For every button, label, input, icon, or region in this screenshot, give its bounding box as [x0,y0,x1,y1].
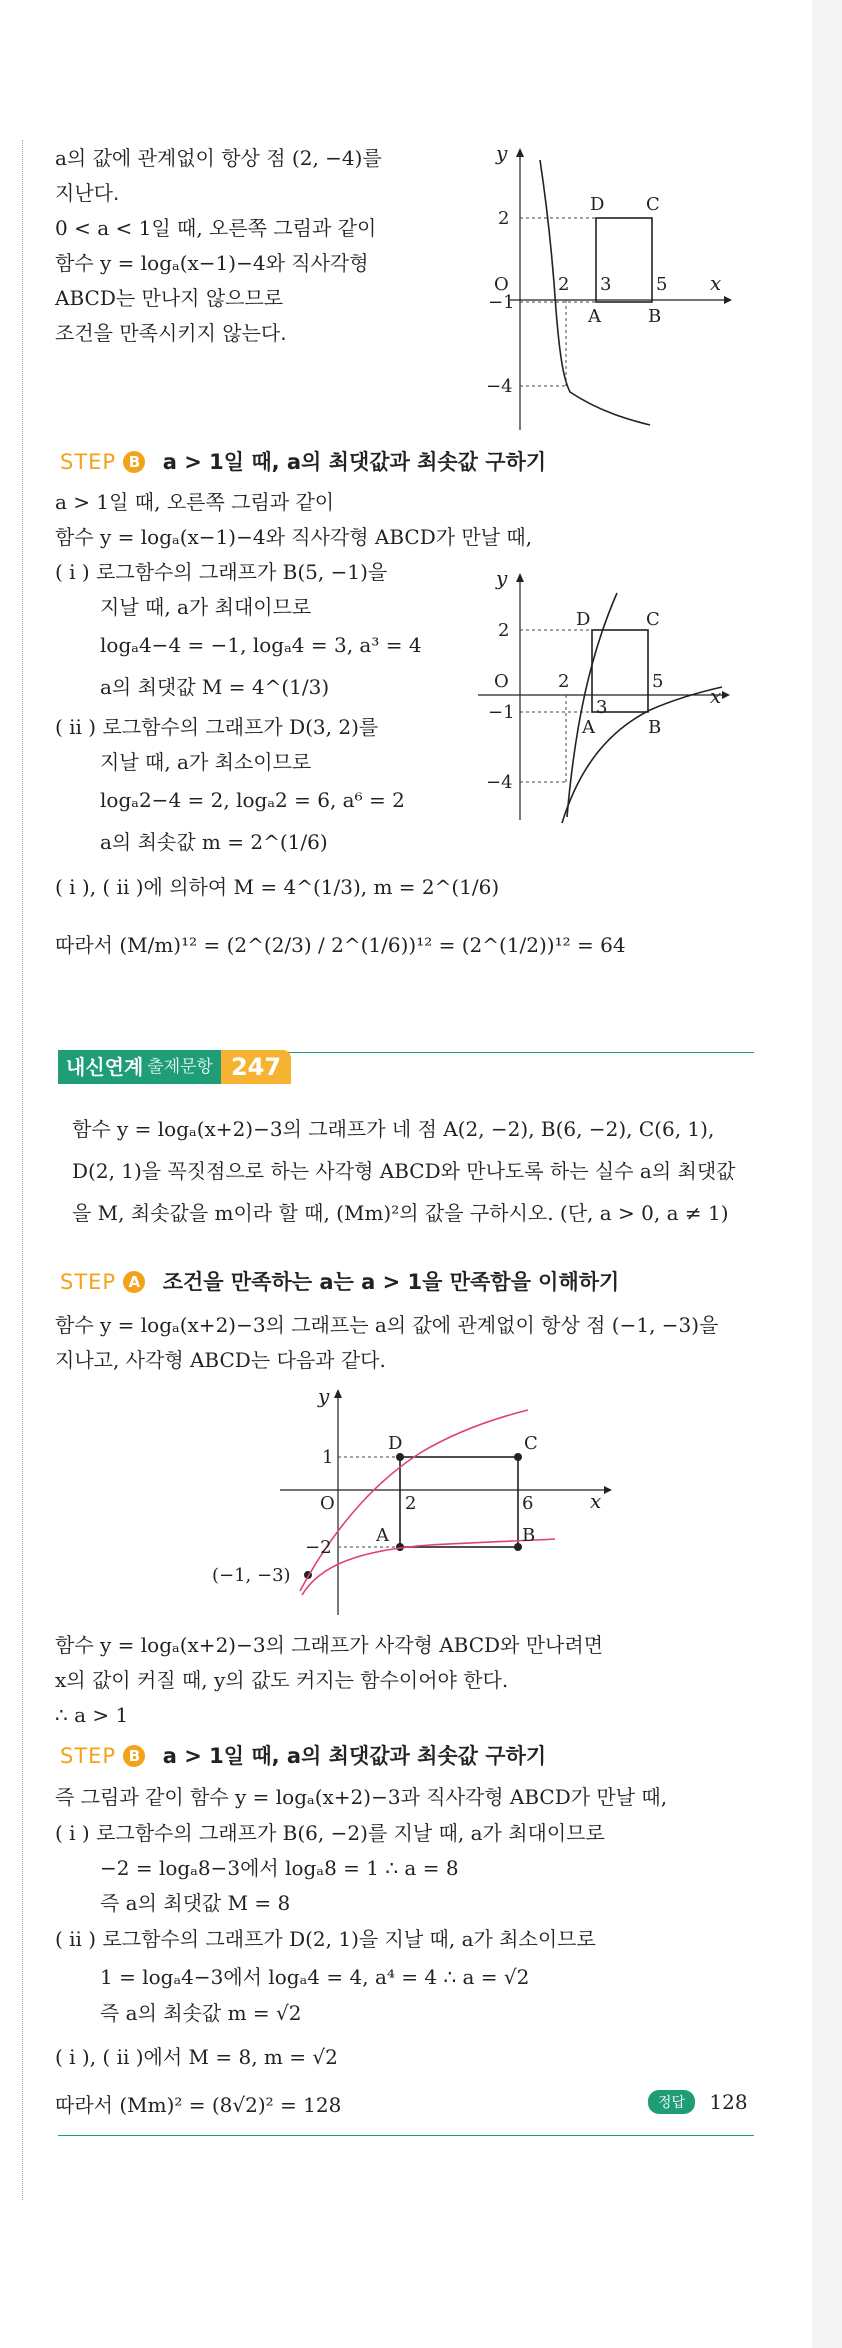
text-line: 함수 y = logₐ(x+2)−3의 그래프가 사각형 ABCD와 만나려면 [55,1633,604,1657]
origin-label: O [320,1493,335,1514]
text-line: 따라서 (Mm)² = (8√2)² = 128 [55,2093,342,2117]
text-line: 0 < a < 1일 때, 오른쪽 그림과 같이 [55,216,377,240]
text-line: 지날 때, a가 최대이므로 [100,595,312,619]
banner-label: 내신연계 [58,1050,147,1084]
text-line: −2 = logₐ8−3에서 logₐ8 = 1 ∴ a = 8 [100,1856,459,1880]
text-line: 1 = logₐ4−3에서 logₐ4 = 4, a⁴ = 4 ∴ a = √2 [100,1965,530,1989]
tick-label: 5 [656,274,668,295]
tick-label: 5 [652,671,664,692]
y-axis-label: y [496,566,508,590]
y-axis-label: y [496,141,508,165]
answer-badge: 정답 [648,2090,695,2114]
tick-label: 2 [558,274,570,295]
text-line: ( i ), ( ii )에서 M = 8, m = √2 [55,2045,338,2069]
text-line: a > 1일 때, 오른쪽 그림과 같이 [55,490,335,514]
graph-3 [200,1385,620,1625]
vertex-d-label: D [576,609,591,630]
text-line: a의 값에 관계없이 항상 점 (2, −4)를 [55,146,382,170]
step-badge: A [123,1271,145,1293]
vertex-a-label: A [582,717,595,738]
step-b-heading [60,446,546,476]
text-line: 함수 y = logₐ(x+2)−3의 그래프는 a의 값에 관계없이 항상 점 (−1, −3)을 [55,1313,719,1337]
step-badge: B [123,451,145,473]
tick-label: −1 [488,702,515,723]
graph-1 [470,140,740,440]
problem-line: 을 M, 최솟값을 m이라 할 때, (Mm)²의 값을 구하시오. (단, a > 0, a ≠ 1) [72,1201,729,1225]
text-line: 즉 그림과 같이 함수 y = logₐ(x+2)−3과 직사각형 ABCD가 만날 때, [55,1785,668,1809]
text-line: ∴ a > 1 [55,1703,129,1727]
margin-dotted-line [22,140,23,2200]
vertex-d-label: D [388,1433,403,1454]
graph-2 [470,565,740,830]
point-label: (−1, −3) [212,1565,291,1586]
x-axis-label: x [710,684,722,708]
text-line: ( ii ) 로그함수의 그래프가 D(2, 1)을 지날 때, a가 최소이므로 [55,1927,596,1951]
tick-label: 1 [322,1447,334,1468]
problem-banner [58,1050,291,1084]
text-line: 지날 때, a가 최소이므로 [100,750,312,774]
tick-label: −4 [486,376,513,397]
tick-label: 2 [405,1493,417,1514]
y-axis-label: y [318,1385,330,1408]
tick-label: 3 [596,697,608,718]
text-line: ( ii ) 로그함수의 그래프가 D(3, 2)를 [55,715,379,739]
tick-label: 6 [522,1493,534,1514]
vertex-b-label: B [648,306,662,327]
text-line: 지나고, 사각형 ABCD는 다음과 같다. [55,1348,386,1372]
text-line: 조건을 만족시키지 않는다. [55,321,287,345]
tick-label: 2 [498,620,510,641]
text-line: x의 값이 커질 때, y의 값도 커지는 함수이어야 한다. [55,1668,509,1692]
step-badge: B [123,1745,145,1767]
bottom-rule [58,2135,754,2136]
step-title: a > 1일 때, a의 최댓값과 최솟값 구하기 [162,1744,547,1768]
text-line: logₐ4−4 = −1, logₐ4 = 3, a³ = 4 [100,633,422,657]
text-line: 즉 a의 최댓값 M = 8 [100,1891,291,1915]
vertex-d-label: D [590,194,605,215]
tick-label: −1 [488,292,515,313]
vertex-a-label: A [376,1525,389,1546]
vertex-a-label: A [588,306,601,327]
vertex-c-label: C [524,1433,538,1454]
vertex-c-label: C [646,194,660,215]
tick-label: −2 [305,1537,332,1558]
step-tag: STEP [60,1744,117,1768]
text-line: 즉 a의 최솟값 m = √2 [100,2001,302,2025]
vertex-b-label: B [648,717,662,738]
problem-line: D(2, 1)을 꼭짓점으로 하는 사각형 ABCD와 만나도록 하는 실수 a의 최댓값 [72,1159,736,1183]
text-line: 따라서 (M/m)¹² = (2^(2/3) / 2^(1/6))¹² = (2^(1/2))¹² = 64 [55,933,626,957]
problem-line: 함수 y = logₐ(x+2)−3의 그래프가 네 점 A(2, −2), B(6, −2), C(6, 1), [72,1117,715,1141]
origin-label: O [494,671,509,692]
tick-label: 2 [498,208,510,229]
tick-label: −4 [486,772,513,793]
step-b-heading [60,1740,546,1770]
step-a-heading [60,1266,619,1296]
tick-label: 2 [558,671,570,692]
step-title: a > 1일 때, a의 최댓값과 최솟값 구하기 [162,450,547,474]
vertex-b-label: B [522,1525,536,1546]
text-line: ( i ) 로그함수의 그래프가 B(5, −1)을 [55,560,388,584]
banner-sublabel: 출제문항 [147,1050,221,1084]
origin-label: O [494,274,509,295]
tick-label: 3 [600,274,612,295]
x-axis-label: x [710,271,722,295]
answer-value: 128 [709,2090,748,2114]
step-tag: STEP [60,450,117,474]
text-line: 함수 y = logₐ(x−1)−4와 직사각형 ABCD가 만날 때, [55,525,533,549]
text-line: ( i ), ( ii )에 의하여 M = 4^(1/3), m = 2^(1/6) [55,875,500,899]
text-line: 지난다. [55,181,120,205]
text-line: a의 최솟값 m = 2^(1/6) [100,830,328,854]
vertex-c-label: C [646,609,660,630]
text-line: 함수 y = logₐ(x−1)−4와 직사각형 [55,251,369,275]
text-line: ABCD는 만나지 않으므로 [55,286,284,310]
step-tag: STEP [60,1270,117,1294]
text-line: logₐ2−4 = 2, logₐ2 = 6, a⁶ = 2 [100,788,405,812]
text-line: a의 최댓값 M = 4^(1/3) [100,675,330,699]
step-title: 조건을 만족하는 a는 a > 1을 만족함을 이해하기 [162,1270,620,1294]
text-line: ( i ) 로그함수의 그래프가 B(6, −2)를 지날 때, a가 최대이므로 [55,1821,605,1845]
answer-box [648,2090,748,2114]
problem-number: 247 [221,1050,291,1084]
x-axis-label: x [590,1489,602,1513]
